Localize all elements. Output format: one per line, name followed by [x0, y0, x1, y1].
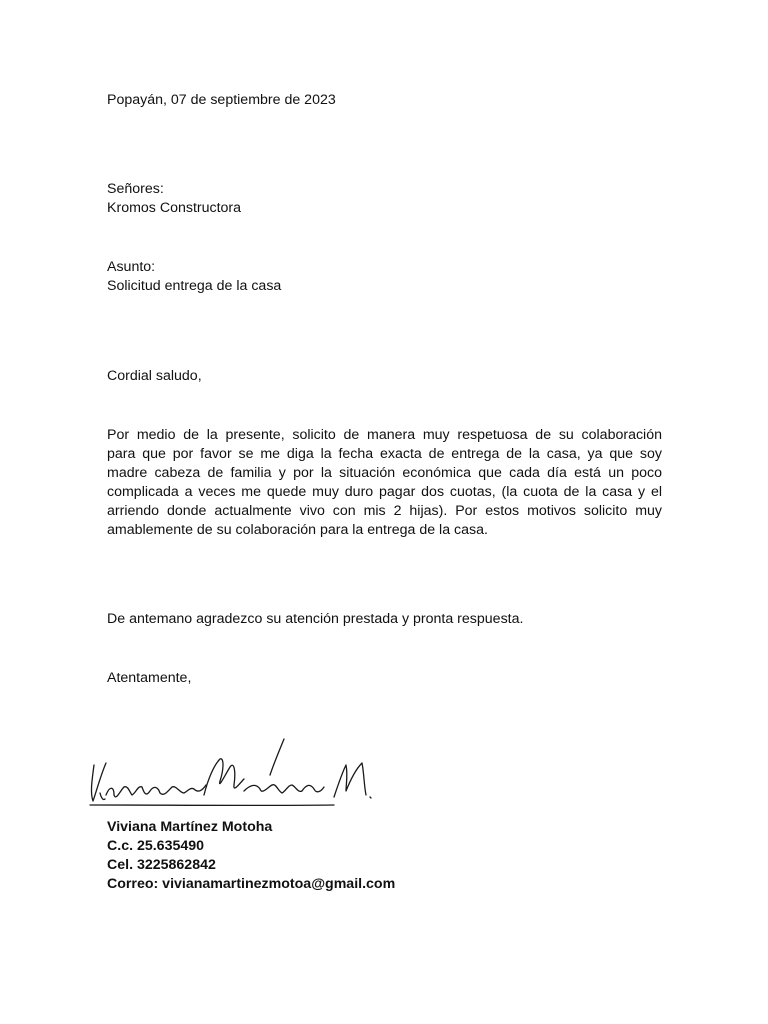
body-line: complicada a veces me quede muy duro pagar dos cuotas, (la cuota de la casa y el: [107, 484, 662, 500]
recipient-company: Kromos Constructora: [107, 200, 242, 216]
signer-name: Viviana Martínez Motoha: [107, 819, 273, 835]
recipient-salutation: Señores:: [107, 181, 164, 197]
signer-email: Correo: vivianamartinezmotoa@gmail.com: [107, 876, 396, 892]
signer-id: C.c. 25.635490: [107, 838, 205, 854]
body-line: amablemente de su colaboración para la entrega de la casa.: [107, 522, 488, 538]
body-line: para que por favor se me diga la fecha exacta de entrega de la casa, ya que soy: [107, 446, 662, 462]
signature-block: [107, 818, 395, 894]
body-paragraph: [107, 426, 662, 540]
body-line: Por medio de la presente, solicito de manera muy respetuosa de su colaboración: [107, 427, 662, 443]
closing-thanks: De antemano agradezco su atención prestada y pronta respuesta.: [107, 611, 524, 627]
closing: Atentamente,: [107, 670, 192, 686]
handwritten-signature: [84, 735, 384, 815]
date-line: Popayán, 07 de septiembre de 2023: [107, 92, 336, 108]
subject-label: Asunto:: [107, 259, 156, 275]
body-line: madre cabeza de familia y por la situación económica que cada día está un poco: [107, 465, 662, 481]
signer-phone: Cel. 3225862842: [107, 857, 216, 873]
body-line: arriendo donde actualmente vivo con mis 2 hijas). Por estos motivos solicito muy: [107, 503, 662, 519]
greeting: Cordial saludo,: [107, 368, 202, 384]
subject-text: Solicitud entrega de la casa: [107, 278, 282, 294]
